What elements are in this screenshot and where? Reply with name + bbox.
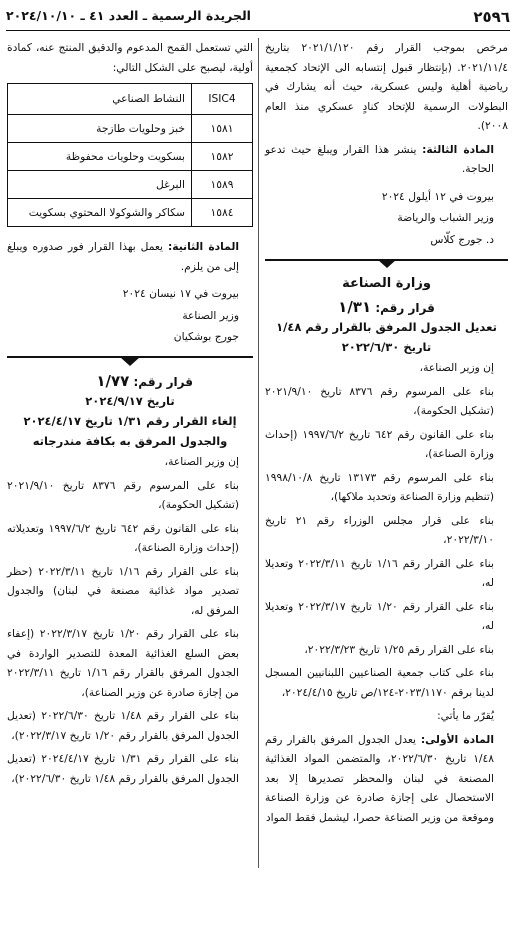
signature-block-2 <box>7 284 253 347</box>
basis-item: بناء على قرار مجلس الوزراء رقم ٢١ تاريخ ٢٠٢٢/٣/١٠، <box>265 513 494 546</box>
section-separator <box>7 353 253 362</box>
table-header-row <box>8 84 253 115</box>
basis-item: بناء على القرار رقم ١/٤٨ تاريخ ٢٠٢٢/٦/٣٠ (تعديل الجدول المرفق بالقرار رقم ١/٢٠ تاريخ ٢٠٢٢/٣/١٧)، <box>7 709 239 742</box>
left-column <box>7 38 253 792</box>
basis-item: بناء على القرار رقم ١/١٦ تاريخ ٢٠٢٢/٣/١١ (حظر تصدير مواد غذائية مصنعة في لبنان) والجدول المرفق له، <box>7 564 240 617</box>
article-3-text: ينشر هذا القرار ويبلغ حيث تدعو الحاجة. <box>265 142 494 175</box>
row-activity: خبز وحلويات طازجة <box>8 115 192 143</box>
row-code: ١٥٨١ <box>192 115 253 143</box>
basis-item: بناء على القرار رقم ١/٣١ تاريخ ٢٠٢٤/٤/١٧ (تعديل الجدول المرفق بالقرار رقم ١/٤٨ تاريخ ٢٠٢٢/٦/٣٠)، <box>7 752 239 785</box>
decision-1-date: تاريخ ٢٠٢٢/٦/٣٠ <box>341 340 432 354</box>
basis-item: بناء على المرسوم رقم ٨٣٧٦ تاريخ ٢٠٢١/٩/١٠ (تشكيل الحكومة)، <box>265 384 494 417</box>
article-3 <box>265 140 508 179</box>
table-row <box>8 143 253 171</box>
sig2-name: جورج بوشكيان <box>173 330 239 343</box>
article-2-label: المادة الثانية: <box>167 240 239 253</box>
ministry-heading: وزارة الصناعة <box>342 276 431 291</box>
basis-item: بناء على القرار رقم ١/٢٠ تاريخ ٢٠٢٢/٣/١٧ وتعديلا له، <box>265 599 495 632</box>
decision-1-number <box>265 298 508 319</box>
row-activity: بسكويت وحلويات محفوظة <box>8 143 192 171</box>
gazette-issue-line: الجريدة الرسمية ـ العدد ٤١ ـ ٢٠٢٤/١٠/١٠ <box>6 8 251 23</box>
column-divider <box>258 38 259 868</box>
decision-2-number <box>7 372 253 393</box>
decision-1-title: تعديل الجدول المرفق بالقرار رقم ١/٤٨ <box>276 320 497 334</box>
row-activity: سكاكر والشوكولا المحتوي بسكويت <box>8 199 192 227</box>
basis-item: بناء على المرسوم رقم ٨٣٧٦ تاريخ ٢٠٢١/٩/١٠ (تشكيل الحكومة)، <box>7 478 239 511</box>
row-code: ١٥٨٩ <box>192 171 253 199</box>
basis-item: بناء على القرار رقم ١/٢٥ تاريخ ٢٠٢٢/٣/٢٣، <box>304 642 494 656</box>
sig1-name: د. جورج كلّاس <box>430 232 494 246</box>
decision-1-label: قرار رقم: <box>375 300 435 315</box>
basis-item: بناء على المرسوم رقم ١٣١٧٣ تاريخ ١٩٩٨/١٠/٨ (تنظيم وزارة الصناعة وتحديد ملاكها)، <box>265 470 495 503</box>
article-2-text: يعمل بهذا القرار فور صدوره ويبلغ إلى من يلزم. <box>7 240 239 273</box>
decision-2-title-1: إلغاء القرار رقم ١/٣١ تاريخ ٢٠٢٤/٤/١٧ <box>23 414 237 428</box>
decides-line: يُقرّر ما يأتي: <box>437 709 494 722</box>
right-column <box>265 38 508 831</box>
table-row <box>8 171 253 199</box>
sig1-date: بيروت في ١٢ أيلول ٢٠٢٤ <box>381 189 494 203</box>
decision-2-label: قرار رقم: <box>133 374 193 389</box>
page-header <box>6 8 510 28</box>
continued-text: مرخص بموجب القرار رقم ٢٠٢١/١/١٢٠ بتاريخ ٢٠٢١/١١/٤. (بإنتظار قبول إنتسابه الى الإتحاد كجمعية رياضية أهلية وليس عسكرية، حيث أنه يشارك في البطولات الرسمية للإتحاد كنادٍ عسكري منذ العام ٢٠٠٨). <box>265 41 508 132</box>
article-1 <box>265 730 508 828</box>
row-code: ١٥٨٢ <box>192 143 253 171</box>
table-row <box>8 115 253 143</box>
article-3-label: المادة الثالثة: <box>422 142 494 156</box>
basis-item: بناء على القرار رقم ١/١٦ تاريخ ٢٠٢٢/٣/١١ وتعديلا له، <box>265 556 495 589</box>
header-rule <box>6 30 510 31</box>
article-1-text: يعدل الجدول المرفق بالقرار رقم ١/٤٨ تاريخ ٢٠٢٢/٦/٣٠، والمتضمن المواد الغذائية المصنعة في لبنان والمحظر تصديرها إلا بعد الاستحصال على إجازة صادرة عن وزارة الصناعة وموقعة من وزير الصناعة حصرا، ليشمل فقط المواد <box>265 732 495 824</box>
header-code: ISIC4 <box>192 84 253 115</box>
section-separator <box>265 255 508 264</box>
basis-item: بناء على القانون رقم ٦٤٢ تاريخ ١٩٩٧/٦/٢ (إحداث وزارة الصناعة)، <box>265 427 495 460</box>
continued-text-left: التي تستعمل القمح المدعوم والدقيق المنتج عنه، كمادة أولية، ليصبح على الشكل التالي: <box>7 41 253 74</box>
page-number: ٢٥٩٦ <box>473 8 510 26</box>
basis-item: بناء على القانون رقم ٦٤٢ تاريخ ١٩٩٧/٦/٢ وتعديلاته (إحداث وزارة الصناعة)، <box>7 521 240 554</box>
decision-1-num: ١/٣١ <box>338 297 372 316</box>
table-row <box>8 199 253 227</box>
row-activity: البرغل <box>8 171 192 199</box>
sig2-title: وزير الصناعة <box>182 308 239 322</box>
decision-2-intro: إن وزير الصناعة، <box>164 455 239 468</box>
basis-item: بناء على القرار رقم ١/٢٠ تاريخ ٢٠٢٢/٣/١٧ (إعفاء بعض السلع الغذائية المعدة للتصدير الواردة في الجدول المرفق بالقرار رقم ١/١٦ تاريخ ٢٠٢٢/٣/١١ من إجازة صادرة عن وزير الصناعة)، <box>7 627 240 699</box>
article-2 <box>7 237 253 276</box>
isic-table <box>7 83 253 227</box>
signature-block-1 <box>265 187 508 250</box>
header-activity: النشاط الصناعي <box>8 84 192 115</box>
sig1-title: وزير الشباب والرياضة <box>397 211 494 224</box>
basis-item: بناء على كتاب جمعية الصناعيين اللبنانيين المسجل لدينا برقم ٢٠٢٣/١١٧٠-١٢٤/ص تاريخ ٢٠٢٤/٤/١٥، <box>265 666 494 699</box>
decision-1-intro: إن وزير الصناعة، <box>419 361 494 374</box>
article-1-label: المادة الأولى: <box>420 732 494 746</box>
decision-2-date: تاريخ ٢٠٢٤/٩/١٧ <box>85 394 175 408</box>
sig2-date: بيروت في ١٧ نيسان ٢٠٢٤ <box>122 287 239 300</box>
decision-2-title-2: والجدول المرفق به بكافة مندرجاته <box>32 434 228 448</box>
row-code: ١٥٨٤ <box>192 199 253 227</box>
decision-2-num: ١/٧٧ <box>96 371 130 390</box>
